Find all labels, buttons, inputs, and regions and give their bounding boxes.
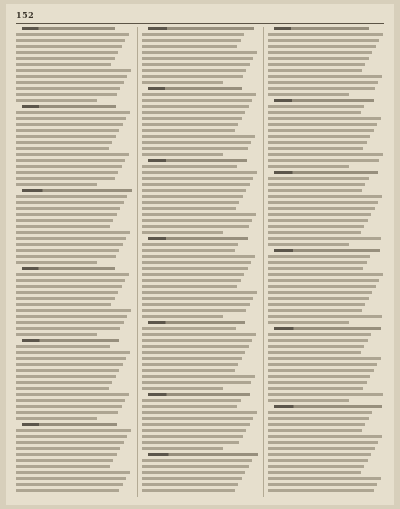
text-line [142,111,245,114]
text-line [16,309,131,312]
text-line [268,129,374,132]
entry-first-line [22,423,117,426]
text-line [142,291,257,294]
text-line [142,243,238,246]
text-line [142,195,243,198]
text-line [16,63,111,66]
text-line [16,171,118,174]
entry-first-line [148,87,242,90]
text-line [16,483,123,486]
text-line [16,477,126,480]
text-line [268,345,364,348]
text-line [268,267,363,270]
text-line [142,387,223,390]
text-line [16,99,97,102]
text-line [142,261,251,264]
text-line [268,243,349,246]
text-line [268,279,379,282]
entry-first-line [148,453,258,456]
text-line [142,225,249,228]
text-line [142,483,238,486]
text-line [268,111,361,114]
text-line [268,453,371,456]
text-line [268,369,374,372]
text-line [142,207,236,210]
text-line [16,39,125,42]
text-line [142,219,252,222]
text-line [16,459,113,462]
text-line [16,45,122,48]
text-line [16,447,120,450]
entry-first-line [22,189,132,192]
text-line [16,441,124,444]
entry-first-line [148,237,248,240]
text-line [142,267,248,270]
text-line [16,393,129,396]
text-line [16,465,110,468]
text-column-3 [268,27,384,497]
text-line [16,351,130,354]
text-line [16,111,130,114]
text-line [268,393,383,396]
text-line [16,153,129,156]
text-line [16,225,110,228]
text-line [268,285,376,288]
text-line [16,489,119,492]
text-line [16,237,126,240]
text-line [142,135,255,138]
text-line [268,33,383,36]
text-line [16,183,97,186]
text-line [268,207,375,210]
text-line [268,219,368,222]
text-line [16,303,111,306]
text-line [268,51,372,54]
text-line [142,435,243,438]
text-line [268,45,376,48]
text-line [142,75,243,78]
text-line [268,399,349,402]
text-line [16,219,113,222]
text-line [16,231,130,234]
text-line [142,171,257,174]
text-line [16,399,125,402]
text-line [16,273,129,276]
text-line [16,51,118,54]
text-line [268,57,369,60]
text-line [142,99,252,102]
text-line [16,117,126,120]
text-line [268,441,378,444]
text-line [142,315,223,318]
text-line [268,261,367,264]
text-line [268,159,379,162]
text-line [268,69,362,72]
text-line [142,201,239,204]
text-line [16,159,125,162]
text-line [16,147,109,150]
text-line [142,297,253,300]
text-line [16,375,116,378]
text-line [16,249,119,252]
text-line [268,201,378,204]
text-line [268,87,375,90]
text-column-2 [142,27,258,497]
text-line [268,63,365,66]
text-line [268,315,382,318]
entry-first-line [274,405,382,408]
text-line [16,297,115,300]
text-line [268,177,369,180]
running-header [16,10,384,21]
text-line [268,381,367,384]
text-line [142,45,237,48]
dictionary-page [6,4,394,505]
text-line [142,375,255,378]
text-line [142,489,235,492]
entry-first-line [148,321,245,324]
text-line [16,405,122,408]
text-line [268,471,361,474]
text-line [268,225,364,228]
text-line [142,255,255,258]
text-line [268,465,364,468]
text-line [268,165,349,168]
text-line [268,147,363,150]
text-line [268,117,381,120]
text-line [142,273,244,276]
text-line [142,411,257,414]
text-line [16,261,97,264]
text-line [142,69,246,72]
text-line [16,417,97,420]
text-line [16,243,123,246]
text-line [268,231,361,234]
text-line [268,39,379,42]
text-line [142,303,250,306]
text-line [16,33,129,36]
entry-first-line [274,99,374,102]
text-line [268,357,381,360]
text-line [142,51,257,54]
text-line [268,309,362,312]
text-line [142,405,237,408]
header-rule [16,23,384,24]
text-line [16,213,117,216]
column-separator [137,27,138,497]
text-line [16,207,120,210]
text-line [16,285,122,288]
text-line [142,381,251,384]
text-line [268,435,382,438]
text-line [268,213,371,216]
entry-first-line [274,27,369,30]
text-line [268,387,363,390]
text-line [142,177,253,180]
text-line [16,471,130,474]
text-line [16,453,117,456]
text-line [16,357,126,360]
text-line [16,435,127,438]
text-line [16,135,116,138]
text-line [268,447,375,450]
text-line [268,189,362,192]
text-line [142,423,250,426]
text-line [16,69,131,72]
text-line [16,165,122,168]
text-line [16,75,127,78]
text-line [268,237,381,240]
entry-first-line [148,393,250,396]
text-line [142,363,238,366]
text-line [142,333,256,336]
text-line [16,123,123,126]
text-line [142,339,252,342]
text-line [142,129,235,132]
text-line [16,429,131,432]
text-line [142,429,246,432]
text-line [16,411,118,414]
text-line [268,459,368,462]
text-line [16,333,97,336]
text-line [142,399,241,402]
text-line [142,447,223,450]
text-line [142,327,236,330]
text-line [142,309,246,312]
text-line [268,411,372,414]
text-line [142,123,238,126]
page-number: 152 [16,10,35,20]
text-line [16,81,124,84]
text-line [16,291,118,294]
text-line [16,279,125,282]
text-line [268,75,382,78]
entry-first-line [148,159,247,162]
text-line [142,81,223,84]
text-line [16,93,117,96]
text-line [142,63,250,66]
text-line [268,153,383,156]
text-line [142,33,244,36]
text-line [268,195,382,198]
text-line [268,489,374,492]
column-separator [263,27,264,497]
text-line [268,93,349,96]
text-line [268,321,349,324]
text-line [16,381,112,384]
text-line [268,333,371,336]
text-line [142,285,237,288]
text-line [268,303,365,306]
text-line [268,477,381,480]
text-line [16,315,127,318]
text-line [142,477,242,480]
entry-first-line [22,267,115,270]
text-line [142,213,256,216]
text-line [142,465,249,468]
text-line [142,441,239,444]
text-line [142,93,256,96]
text-line [142,165,237,168]
text-line [268,483,377,486]
text-line [268,183,365,186]
text-line [16,201,124,204]
text-line [268,297,369,300]
text-line [142,147,248,150]
entry-first-line [22,27,115,30]
text-line [268,105,364,108]
text-line [142,189,246,192]
text-line [268,123,377,126]
text-line [16,387,109,390]
text-line [142,249,235,252]
text-line [268,141,367,144]
text-line [142,471,245,474]
text-line [16,87,120,90]
text-line [16,369,119,372]
text-column-1 [16,27,132,497]
entry-first-line [274,249,380,252]
text-line [142,369,235,372]
text-line [142,417,253,420]
text-line [142,357,242,360]
text-line [268,423,365,426]
text-line [142,351,245,354]
text-line [268,363,377,366]
text-line [268,255,370,258]
entry-first-line [22,339,119,342]
text-line [142,141,251,144]
text-line [142,345,249,348]
text-line [268,375,370,378]
text-line [142,57,253,60]
text-line [16,321,124,324]
text-line [268,417,369,420]
text-line [268,81,378,84]
entry-first-line [274,171,378,174]
text-line [268,351,361,354]
text-line [16,177,115,180]
text-line [142,183,250,186]
text-line [268,135,370,138]
entry-first-line [22,105,116,108]
text-line [142,153,223,156]
text-line [268,291,372,294]
text-line [268,429,362,432]
text-line [16,363,123,366]
text-line [142,117,242,120]
text-line [16,129,119,132]
entry-first-line [274,327,381,330]
text-line [16,195,127,198]
text-line [142,105,249,108]
text-line [268,339,368,342]
text-line [142,459,252,462]
text-line [16,57,115,60]
text-line [16,327,120,330]
text-line [268,273,383,276]
text-line [16,345,110,348]
text-line [16,255,116,258]
text-line [142,279,241,282]
text-line [142,231,223,234]
entry-first-line [148,27,254,30]
text-line [16,141,112,144]
text-line [142,39,241,42]
